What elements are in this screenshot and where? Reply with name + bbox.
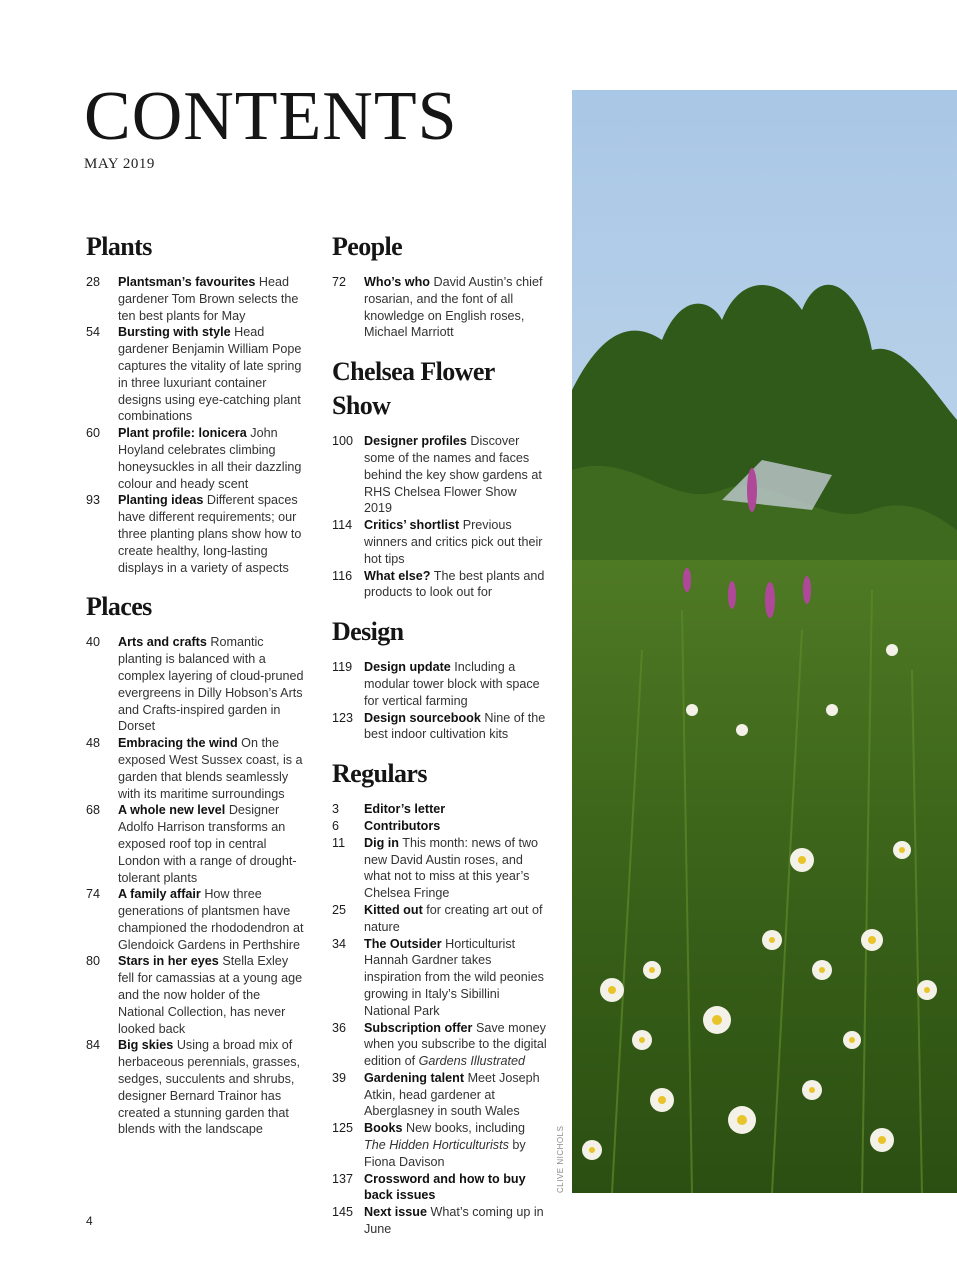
entry-description: The best plants and products to look out for [364,568,545,600]
entry-title: Bursting with style [118,325,231,340]
section-heading: Design [332,617,404,647]
contents-entry[interactable] [332,902,548,936]
entry-description: This month: news of two new David Austin roses, and what not to miss at this year’s Chelsea Fringe [364,835,539,901]
entry-description: Designer Adolfo Harrison transforms an exposed roof top in central London with a range of drought-tolerant plants [118,803,297,885]
entry-text [364,1070,548,1120]
entry-description: Head gardener Tom Brown selects the ten best plants for May [118,275,299,323]
contents-entry[interactable] [86,735,306,802]
entry-title: Design update [364,660,451,675]
contents-entry[interactable] [332,1171,548,1205]
entry-text [364,568,548,602]
entry-page-number: 34 [332,936,347,951]
entry-description: What’s coming up in June [364,1205,544,1237]
section-people [332,230,548,341]
section-heading: Places [86,592,152,622]
section-design [332,615,548,743]
entry-page-number: 25 [332,902,347,917]
issue-date: MAY 2019 [84,156,155,172]
entry-text [118,634,306,735]
entry-publication-title: The Hidden Horticulturists [364,1138,509,1153]
entry-description: How three generations of plantsmen have championed the rhododendron at Glendoick Gardens in Perthshire [118,887,304,952]
entry-page-number: 3 [332,802,340,817]
entry-page-number: 28 [86,275,101,289]
contents-entry[interactable] [332,936,548,1020]
entry-page-number: 40 [86,635,101,650]
entry-title: Crossword and how to buy back issues [364,1171,526,1203]
entry-description: Using a broad mix of herbaceous perennials, grasses, sedges, succulents and shrubs, designer Bernard Trainor has created a stunning garden that blends with the landscape [118,1038,301,1137]
entry-page-number: 11 [332,835,346,850]
entry-description: Nine of the best indoor cultivation kits [364,710,546,742]
contents-entry[interactable] [332,568,548,602]
entry-title: Plantsman’s favourites [118,275,256,289]
entry-page-number: 68 [86,803,101,818]
entry-description: Previous winners and critics pick out their hot tips [364,518,543,566]
entry-text [364,1171,548,1205]
entry-text [118,953,306,1037]
entry-description: On the exposed West Sussex coast, is a garden that blends seamlessly with its maritime surroundings [118,736,303,801]
entry-page-number: 114 [332,518,353,533]
entry-text [364,801,548,818]
entry-page-number: 74 [86,887,101,902]
entry-text [364,433,548,517]
right-column [332,230,548,1252]
section-heading: Chelsea Flower Show [332,357,495,421]
contents-entry[interactable] [86,802,306,886]
entry-page-number: 137 [332,1171,354,1186]
contents-entry[interactable] [86,634,306,735]
entry-text [364,274,548,341]
entry-text [364,659,548,709]
entry-text [364,835,548,902]
contents-entry[interactable] [332,1070,548,1120]
entry-text [118,324,306,425]
entry-text [364,1204,548,1238]
entry-title: Gardening talent [364,1070,465,1085]
entry-description-tail: by Fiona Davison [364,1138,526,1169]
entry-title: Design sourcebook [364,710,481,725]
entry-text [364,1120,548,1170]
entry-text [364,710,548,744]
entry-page-number: 72 [332,275,347,289]
section-regulars [332,757,548,1238]
contents-entry[interactable] [86,425,306,492]
entry-description: Save money when you subscribe to the digital edition of [364,1020,547,1069]
page-title: CONTENTS [84,78,458,155]
entry-title: Editor’s letter [364,802,446,817]
entry-page-number: 54 [86,325,101,340]
entry-title: Who’s who [364,275,430,289]
entry-page-number: 123 [332,710,354,725]
entry-text [118,492,306,576]
photo-credit: CLIVE NICHOLS [556,1125,565,1193]
entry-title: Subscription offer [364,1020,473,1035]
entry-text [364,902,548,936]
entry-text [364,517,548,567]
entry-text [364,818,548,835]
contents-entry[interactable] [332,517,548,567]
entry-title: Kitted out [364,902,423,917]
entry-page-number: 48 [86,736,101,751]
entry-page-number: 84 [86,1038,101,1053]
entry-description: David Austin’s chief rosarian, and the font of all knowledge on English roses, Michael Marriott [364,275,543,340]
entry-description: for creating art out of nature [364,902,543,934]
entry-title: Dig in [364,835,399,850]
entry-text [364,1020,548,1070]
entry-description: Different spaces have different requirements; our three planting plans show how to create healthy, long-lasting displays in a variety of aspects [118,493,302,575]
contents-entry[interactable] [332,818,548,835]
entry-text [118,1037,306,1138]
contents-entry[interactable] [86,886,306,953]
contents-entry[interactable] [86,953,306,1037]
entry-page-number: 125 [332,1121,354,1136]
entry-description: Meet Joseph Atkin, head gardener at Aberglasney in south Wales [364,1070,540,1119]
contents-entry[interactable] [332,1020,548,1070]
entry-page-number: 80 [86,954,101,969]
entry-title: Critics’ shortlist [364,518,460,533]
contents-entry[interactable] [332,659,548,709]
contents-entry[interactable] [86,274,306,324]
entry-description: Stella Exley fell for camassias at a young age and the now holder of the National Collection, has never looked back [118,954,303,1036]
entry-text [118,425,306,492]
entry-title: A family affair [118,887,201,902]
entry-text [118,802,306,886]
entry-description: Romantic planting is balanced with a complex layering of cloud-pruned evergreens in Dilly Hobson’s Arts and Crafts-inspired garden in Dorset [118,635,304,734]
entry-text [118,274,306,324]
entry-description: Head gardener Benjamin William Pope captures the vitality of late spring in three luxuriant container designs using eye-catching plant combinations [118,325,302,424]
contents-entry[interactable] [332,710,548,744]
entry-title: A whole new level [118,803,226,818]
contents-entry[interactable] [332,835,548,902]
contents-entry[interactable] [332,1204,548,1238]
entry-title: Designer profiles [364,434,467,449]
entry-page-number: 60 [86,426,101,441]
contents-entry[interactable] [86,492,306,576]
contents-entry[interactable] [332,274,548,341]
entry-description: Discover some of the names and faces behind the key show gardens at RHS Chelsea Flower Show 2019 [364,434,542,516]
left-column [86,230,306,1152]
entry-page-number: 145 [332,1205,354,1220]
entry-title: Planting ideas [118,493,204,508]
entry-title: Next issue [364,1205,427,1220]
entry-description: New books, including [406,1121,526,1136]
contents-entry[interactable] [86,1037,306,1138]
entry-description: Including a modular tower block with space for vertical farming [364,660,540,708]
entry-text [118,735,306,802]
entry-page-number: 93 [86,493,101,508]
section-heading: Plants [86,232,152,261]
entry-title: What else? [364,568,431,583]
entry-text [118,886,306,953]
entry-page-number: 116 [332,568,353,583]
entry-title: Embracing the wind [118,736,238,751]
entry-title: Stars in her eyes [118,954,219,969]
section-heading: People [332,232,403,261]
entry-title: Plant profile: lonicera [118,426,247,441]
page-number: 4 [86,1214,93,1228]
section-places [86,590,306,1138]
contents-entry[interactable] [332,1120,548,1170]
entry-title: The Outsider [364,936,442,951]
entry-title: Contributors [364,818,441,833]
contents-entry[interactable] [332,801,548,818]
entry-page-number: 100 [332,434,354,449]
entry-page-number: 39 [332,1070,347,1085]
entry-page-number: 6 [332,818,340,833]
contents-entry[interactable] [86,324,306,425]
entry-publication-title: Gardens Illustrated [418,1054,526,1069]
entry-title: Big skies [118,1038,174,1053]
section-chelsea-flower-show [332,355,548,601]
garden-photo [572,90,957,1193]
section-heading: Regulars [332,759,427,789]
entry-description: Horticulturist Hannah Gardner takes inspiration from the wild peonies growing in Italy’s Sibillini National Park [364,936,544,1018]
entry-title: Arts and crafts [118,635,207,650]
entry-page-number: 119 [332,660,353,675]
masthead [84,78,458,173]
entry-text [364,936,548,1020]
entry-title: Books [364,1121,403,1136]
entry-page-number: 36 [332,1020,347,1035]
section-plants [86,230,306,576]
entry-description: John Hoyland celebrates climbing honeysuckles in all their dazzling colour and heady scent [118,426,302,491]
garden-photo-illustration [572,90,957,1193]
contents-entry[interactable] [332,433,548,517]
